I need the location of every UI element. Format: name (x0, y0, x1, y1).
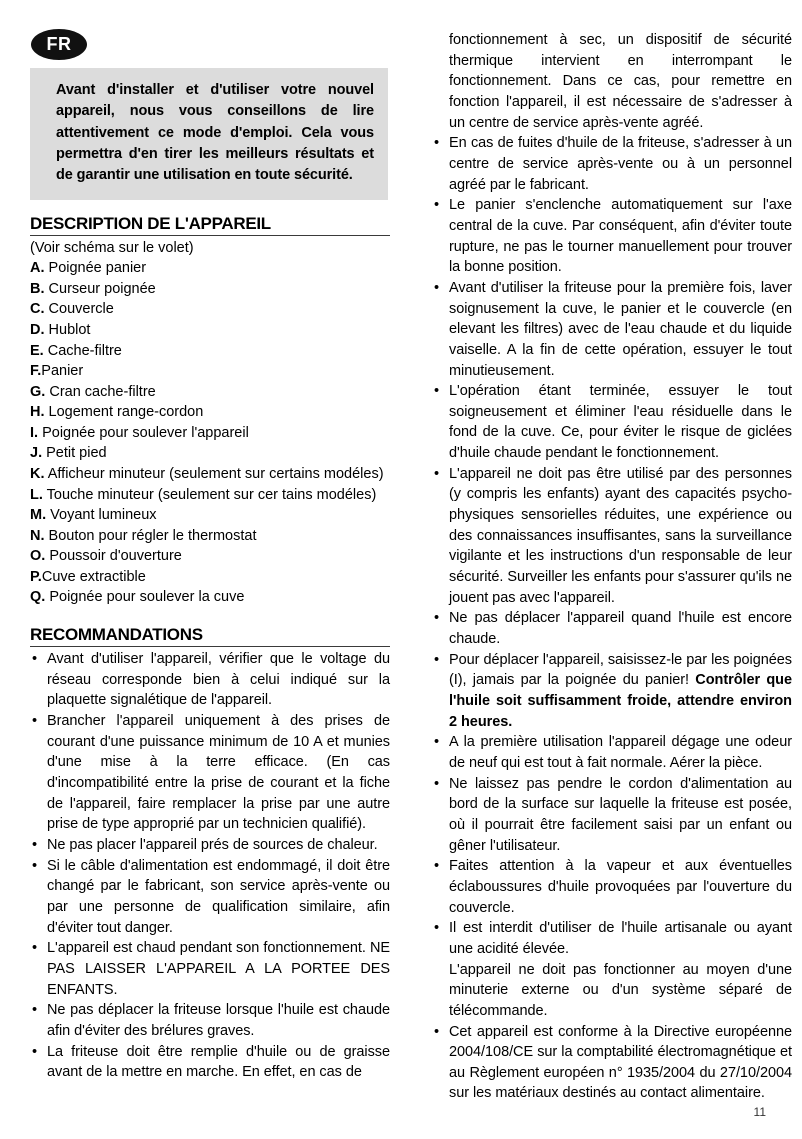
recommandation-item (30, 649, 390, 711)
recommandation-text: Ne pas placer l'appareil prés de sources de chaleur. (47, 836, 378, 853)
component-label: Poussoir d'ouverture (45, 548, 182, 565)
recommandation-item (432, 608, 792, 649)
right-column (432, 30, 792, 1104)
component-key: E. (30, 342, 44, 359)
component-label: Curseur poignée (44, 280, 156, 297)
component-list-item (30, 320, 390, 341)
bullet-icon: • (434, 610, 440, 627)
component-label: Cache-filtre (43, 342, 122, 359)
recommandation-item (432, 918, 792, 959)
component-list-item (30, 423, 390, 444)
left-column (30, 68, 390, 1083)
recommandation-text: Ne pas déplacer la friteuse lorsque l'huile est chaude afin d'éviter des brélures graves. (47, 1002, 390, 1039)
bullet-icon: • (32, 1043, 38, 1060)
recommandation-text: En cas de fuites d'huile de la friteuse, s'adresser à un centre de service après-vente ou à un personnel agréé par le fabricant. (449, 135, 792, 193)
component-list-item (30, 341, 390, 362)
description-section (30, 214, 390, 608)
component-list-item (30, 361, 390, 382)
recommandation-item (432, 381, 792, 464)
recommandation-text: Pour déplacer l'appareil, saisissez-le par les poignées (I), jamais par la poignée du panier! (449, 651, 792, 689)
continued-paragraph: fonctionnement à sec, un dispositif de sécurité thermique intervient en interrompant le fonctionnement. Dans ce cas, pour remettre en fonction l'appareil, il est nécessaire de s'adresser à un centre de service après-vente agréé. (449, 32, 792, 131)
component-label: Poignée pour soulever la cuve (45, 589, 245, 606)
recommandation-item (432, 1022, 792, 1105)
recommandation-text: L'appareil ne doit pas fonctionner au moyen d'une minuterie externe ou d'un système séparé de télécommande. (449, 961, 792, 1019)
bullet-icon: • (32, 857, 38, 874)
recommandations-list-right (432, 133, 792, 1104)
recommandation-item (30, 711, 390, 835)
component-key: O. (30, 548, 46, 565)
language-badge-wrap (31, 29, 87, 60)
recommandation-item (432, 732, 792, 773)
component-label: Petit pied (42, 445, 107, 462)
component-key: C. (30, 301, 45, 318)
component-label: Afficheur minuteur (seulement sur certains modéles) (44, 465, 384, 482)
heading-divider (30, 646, 390, 647)
component-key: J. (30, 445, 43, 462)
bullet-icon: • (32, 713, 38, 730)
component-key: A. (30, 260, 45, 277)
recommandation-text: L'appareil est chaud pendant son fonctionnement. NE PAS LAISSER L'APPAREIL A LA PORTEE DES ENFANTS. (47, 940, 390, 998)
bullet-icon: • (434, 651, 440, 668)
component-label: Couvercle (44, 301, 114, 318)
recommandation-item (30, 1042, 390, 1083)
component-list-item (30, 464, 390, 485)
component-label: Cran cache-filtre (45, 383, 156, 400)
recommandation-text: L'appareil ne doit pas être utilisé par des personnes (y compris les enfants) ayant des capacités psycho-physiques sensorielles réduites, une expérience ou des connaissances insuffisantes, sans la surveillance vigilante et les instructions d'un responsable de leur sécurité. Surveiller les enfants pour s'assurer qu'ils ne jouent pas avec l'appareil. (449, 465, 792, 606)
component-key: Q. (30, 589, 46, 606)
bullet-icon: • (434, 383, 440, 400)
recommandation-item (30, 1000, 390, 1041)
component-key: I. (30, 424, 39, 441)
recommandation-text: Ne laissez pas pendre le cordon d'alimentation au bord de la surface sur laquelle la friteuse est posée, où il pourrait être facilement saisi par un enfant ou gêner l'utilisateur. (449, 775, 792, 854)
component-key: P. (30, 568, 42, 585)
component-list-item (30, 567, 390, 588)
recommandation-item (432, 133, 792, 195)
bullet-icon: • (434, 135, 440, 152)
bullet-icon: • (434, 775, 440, 792)
component-label: Bouton pour régler le thermostat (44, 527, 257, 544)
component-list-item (30, 279, 390, 300)
component-key: L. (30, 486, 43, 503)
component-list-item (30, 526, 390, 547)
bullet-icon: • (434, 465, 440, 482)
component-key: K. (30, 465, 45, 482)
component-list-item (30, 402, 390, 423)
recommandation-text: Ne pas déplacer l'appareil quand l'huile est encore chaude. (449, 610, 792, 648)
component-label: Logement range-cordon (44, 404, 204, 421)
bullet-icon: • (434, 197, 440, 214)
component-list-item (30, 382, 390, 403)
bullet-icon: • (434, 858, 440, 875)
component-list-item (30, 546, 390, 567)
bullet-icon: • (32, 651, 38, 668)
recommandation-text: Cet appareil est conforme à la Directive européenne 2004/108/CE sur la comptabilité électromagnétique et au Règlement européen n° 1935/2004 du 27/10/2004 sur les matériaux destinés au contact alimentaire. (449, 1023, 792, 1102)
component-key: G. (30, 383, 46, 400)
recommandation-text: Faites attention à la vapeur et aux éventuelles éclaboussures d'huile provoquées par l'ouverture du couvercle. (449, 858, 792, 916)
bullet-icon: • (434, 920, 440, 937)
recommandations-list-left (30, 649, 390, 1083)
recommandation-text: Brancher l'appareil uniquement à des prises de courant d'une puissance minimum de 10 A et munies d'une mise à la terre efficace. (En cas d'incompatibilité entre la prise de courant et la fiche de l'appareil, faire remplacer la prise par une autre prise de type approprié par un technicien qualifié). (47, 713, 390, 833)
bullet-icon: • (32, 836, 38, 853)
intro-callout-text: Avant d'installer et d'utiliser votre nouvel appareil, nous vous conseillons de lire attentivement ce mode d'emploi. Cela vous permettra d'en tirer les meilleurs résultats et de garantir une utilisation en toute sécurité. (56, 82, 374, 184)
recommandation-item (432, 960, 792, 1022)
recommandation-emphasis: Contrôler que l'huile soit suffisamment froide, attendre environ 2 heures. (449, 672, 792, 730)
page-number: 11 (753, 1105, 766, 1119)
recommandation-item (432, 195, 792, 278)
recommandation-text: L'opération étant terminée, essuyer le tout soigneusement et éliminer l'eau résiduelle dans le fond de la cuve. Ce, pour éviter le risque de giclées d'huile chaude pendant le fonctionnement. (449, 383, 792, 462)
component-list-item (30, 299, 390, 320)
recommandation-text: La friteuse doit être remplie d'huile ou de graisse avant de la mettre en marche. En effet, en cas de (47, 1043, 390, 1081)
bullet-icon: • (32, 1002, 38, 1019)
recommandation-item (30, 835, 390, 856)
recommandation-item (30, 856, 390, 939)
component-label: Voyant lumineux (46, 507, 157, 524)
component-key: D. (30, 321, 45, 338)
recommandation-item (432, 856, 792, 918)
component-label: Hublot (44, 321, 91, 338)
component-key: H. (30, 404, 45, 421)
component-key: B. (30, 280, 45, 297)
recommandations-section (30, 625, 390, 1083)
language-badge: FR (31, 29, 87, 60)
recommandation-text: Avant d'utiliser la friteuse pour la première fois, laver soignusement la cuve, le panier et le couvercle (en elevant les filtres) avec de l'eau chaude et du liquide vaiselle. A la fin de cette opération, essuyer le tout minutieusement. (449, 279, 792, 379)
component-label: Touche minuteur (seulement sur cer tains modéles) (42, 486, 377, 503)
intro-callout (30, 68, 388, 200)
component-label: Panier (41, 363, 84, 380)
component-list-item (30, 258, 390, 279)
recommandation-item (432, 464, 792, 609)
component-key: M. (30, 507, 47, 524)
recommandation-text: Si le câble d'alimentation est endommagé, il doit être changé par le fabricant, son service après-vente ou par une personne de qualification similaire, afin d'éviter tout danger. (47, 857, 390, 936)
bullet-icon: • (32, 940, 38, 957)
component-key: N. (30, 527, 45, 544)
recommandation-item (30, 938, 390, 1000)
recommandation-text: A la première utilisation l'appareil dégage une odeur de neuf qui est tout à fait normale. Aérer la pièce. (449, 734, 792, 771)
component-list-item (30, 485, 390, 506)
component-label: Cuve extractible (41, 568, 146, 585)
component-list (30, 258, 390, 608)
bullet-icon: • (434, 1023, 440, 1040)
recommandation-text: Il est interdit d'utiliser de l'huile artisanale ou ayant une acidité élevée. (449, 920, 792, 957)
recommandations-heading: RECOMMANDATIONS (30, 625, 203, 645)
component-list-item (30, 443, 390, 464)
recommandation-text: Le panier s'enclenche automatiquement sur l'axe central de la cuve. Par conséquent, afin d'éviter toute rupture, ne pas le tourner manuellement pour trouver la bonne position. (449, 197, 792, 276)
recommandation-text: Avant d'utiliser l'appareil, vérifier que le voltage du réseau corresponde bien à celui indiqué sur la plaquette signalétique de l'appareil. (47, 651, 390, 709)
component-label: Poignée panier (44, 260, 147, 277)
bullet-icon: • (434, 279, 440, 296)
recommandation-item (432, 650, 792, 733)
description-note: (Voir schéma sur le volet) (30, 239, 194, 256)
component-key: F. (30, 363, 42, 380)
component-label: Poignée pour soulever l'appareil (38, 424, 249, 441)
bullet-icon: • (434, 734, 440, 751)
heading-divider (30, 235, 390, 236)
recommandation-item (432, 278, 792, 381)
component-list-item (30, 587, 390, 608)
component-list-item (30, 505, 390, 526)
recommandation-item (432, 774, 792, 857)
description-heading: DESCRIPTION DE L'APPAREIL (30, 213, 271, 233)
